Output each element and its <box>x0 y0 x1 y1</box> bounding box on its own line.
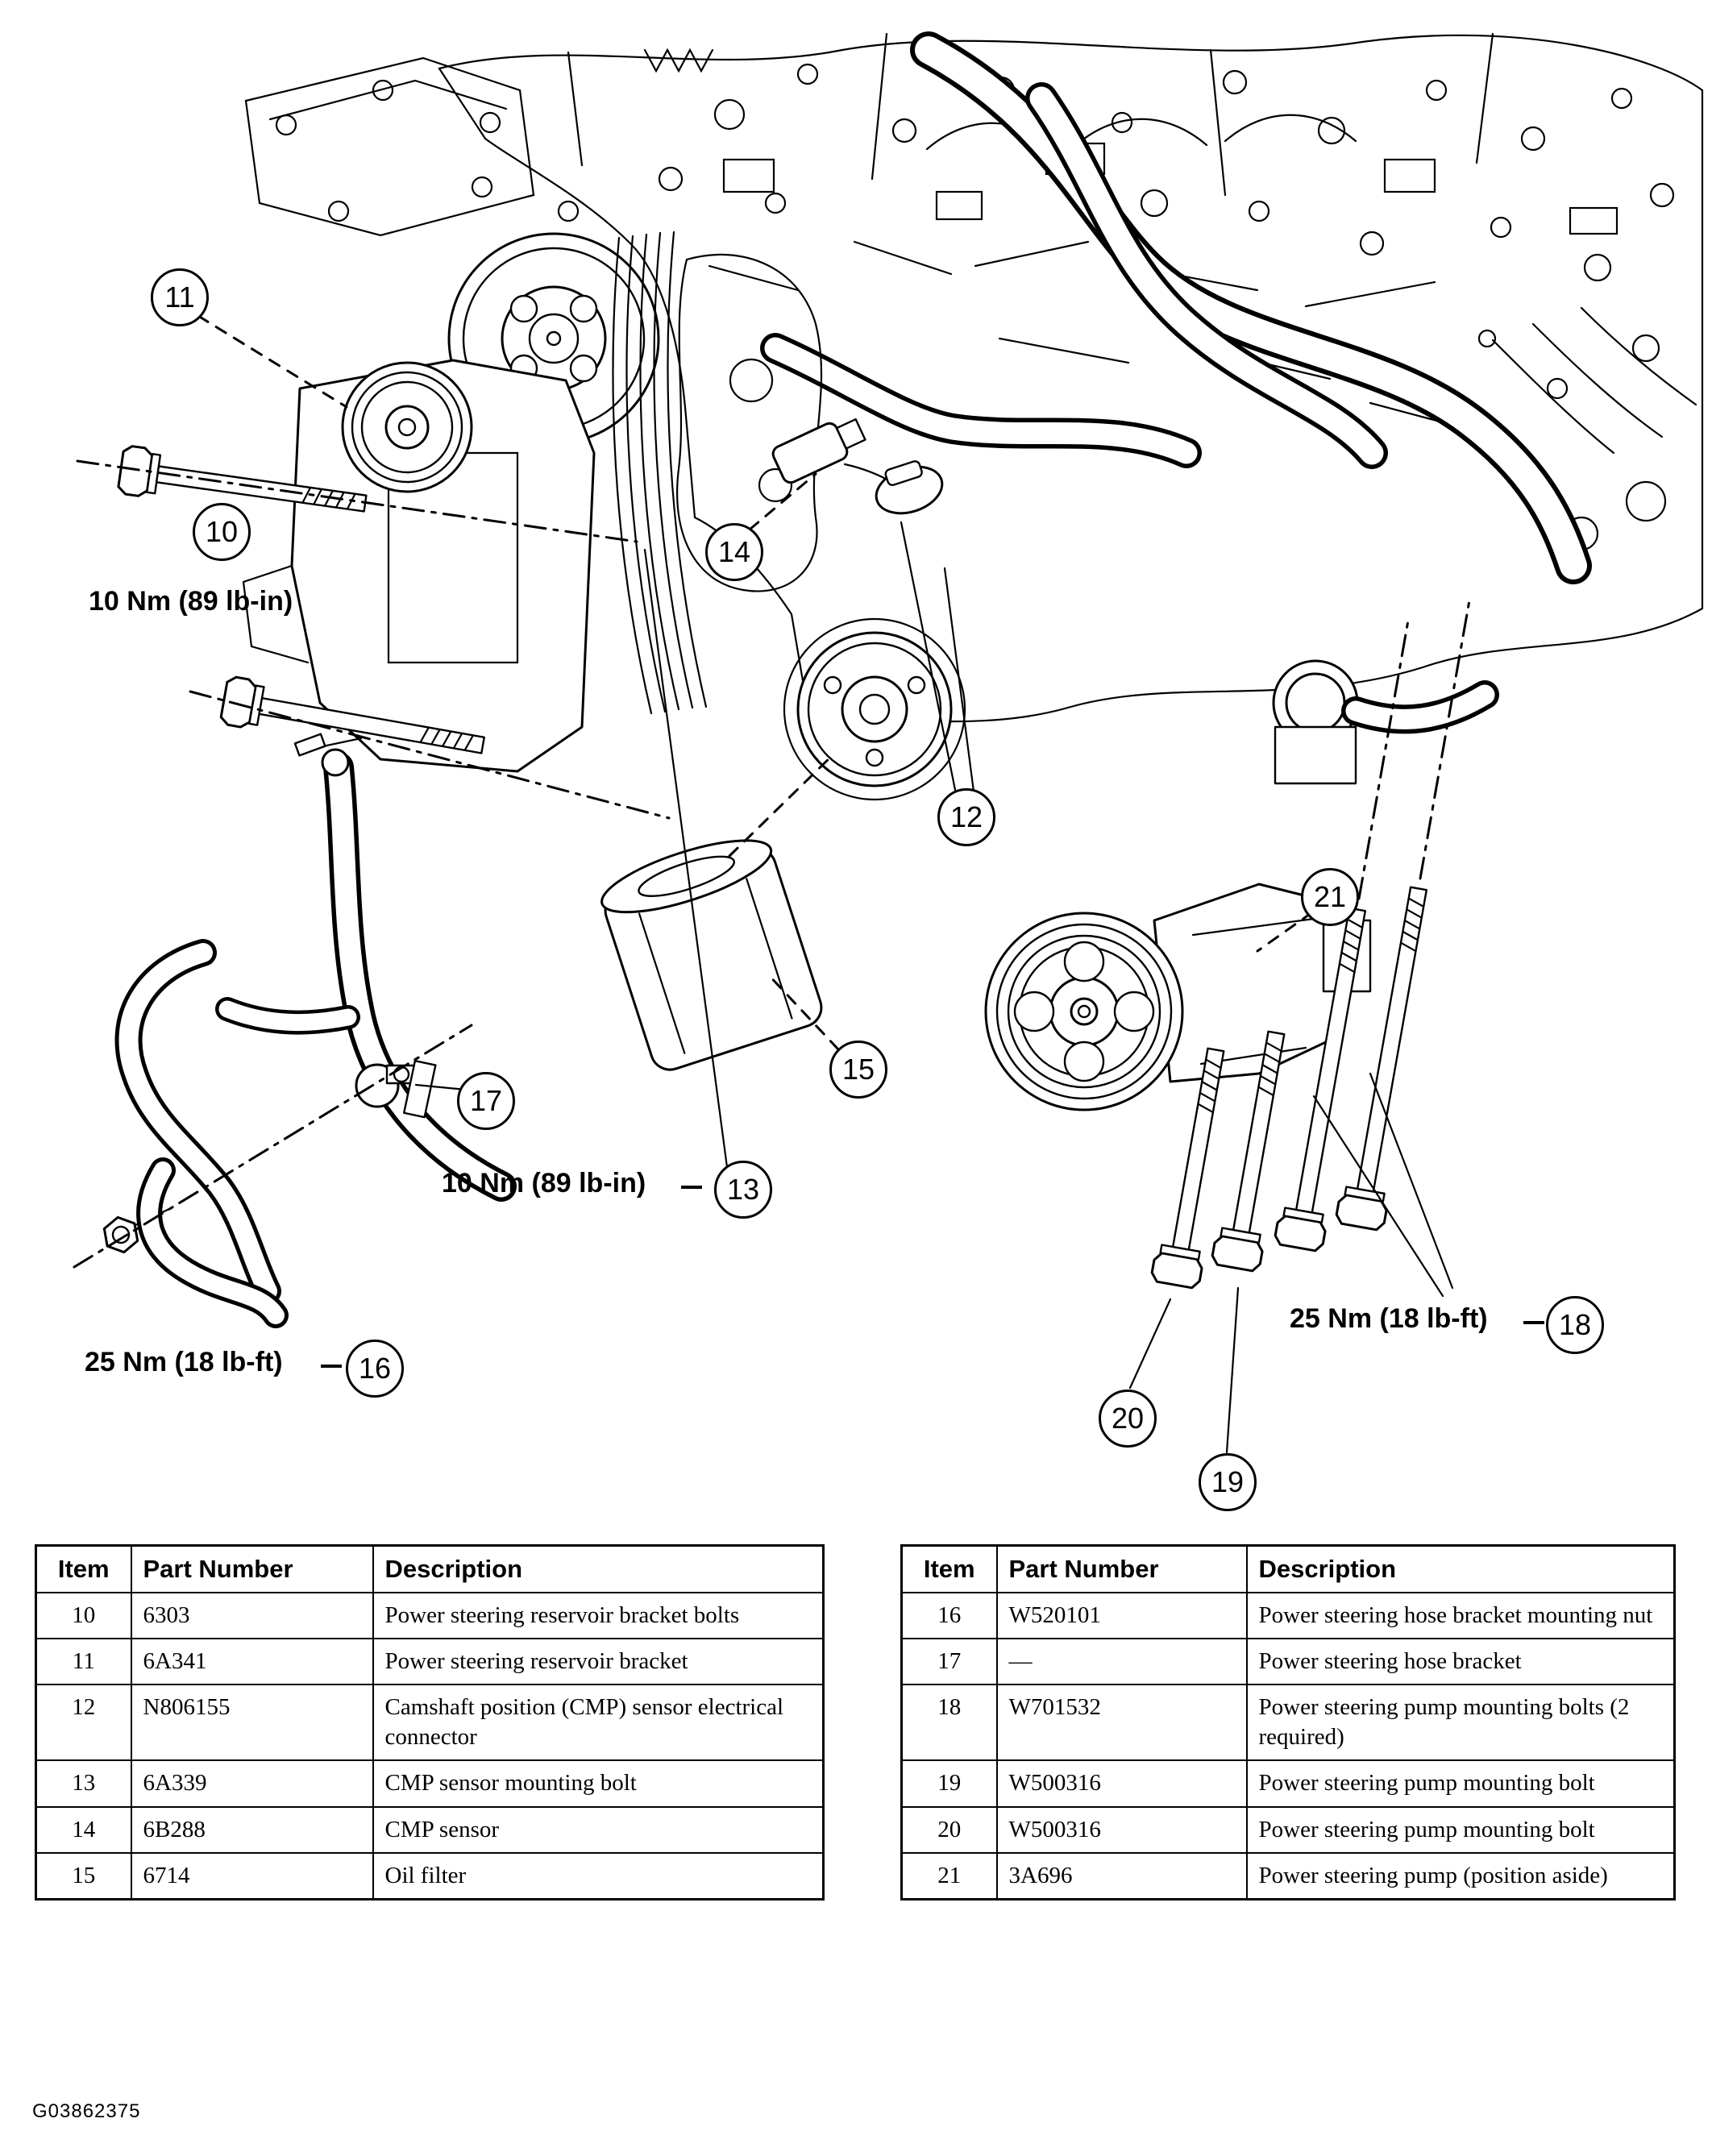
table-header-row <box>36 1546 824 1593</box>
table-row <box>902 1685 1675 1760</box>
callout-20: 20 <box>1099 1390 1157 1448</box>
table-row <box>902 1853 1675 1900</box>
label-dash-18 <box>1523 1321 1544 1324</box>
cell-description: Camshaft position (CMP) sensor electrical connector <box>373 1685 824 1760</box>
hose-bracket-nut <box>99 1215 143 1256</box>
callout-16: 16 <box>346 1340 404 1398</box>
torque-label-16: 25 Nm (18 lb-ft) <box>85 1347 283 1377</box>
cell-description: CMP sensor mounting bolt <box>373 1760 824 1806</box>
callout-14: 14 <box>705 523 763 581</box>
cell-description: CMP sensor <box>373 1807 824 1853</box>
heater-tube-assembly <box>129 734 501 1315</box>
cell-description: Power steering pump (position aside) <box>1247 1853 1675 1900</box>
callout-17: 17 <box>457 1072 515 1130</box>
label-dash-13 <box>681 1186 702 1189</box>
callout-19: 19 <box>1199 1453 1257 1511</box>
cell-description: Power steering hose bracket <box>1247 1639 1675 1685</box>
table-row <box>36 1639 824 1685</box>
torque-label-13: 10 Nm (89 lb-in) <box>442 1168 646 1198</box>
valve-cover <box>246 50 713 235</box>
cell-description: Power steering reservoir bracket <box>373 1639 824 1685</box>
callout-10: 10 <box>193 503 251 561</box>
callout-15: 15 <box>829 1041 887 1099</box>
cell-description: Power steering hose bracket mounting nut <box>1247 1593 1675 1639</box>
cell-item: 14 <box>36 1807 131 1853</box>
cell-item: 13 <box>36 1760 131 1806</box>
cell-part-number: N806155 <box>131 1685 373 1760</box>
cell-part-number: 6A341 <box>131 1639 373 1685</box>
table-row <box>36 1807 824 1853</box>
cell-part-number: 3A696 <box>997 1853 1247 1900</box>
cmp-electrical-connector <box>869 455 948 521</box>
exhaust-manifold <box>1493 308 1696 550</box>
torque-label-18: 25 Nm (18 lb-ft) <box>1290 1303 1488 1334</box>
cell-item: 20 <box>902 1807 997 1853</box>
parts-table-right <box>900 1544 1676 1901</box>
cell-item: 12 <box>36 1685 131 1760</box>
table-row <box>902 1807 1675 1853</box>
cell-item: 21 <box>902 1853 997 1900</box>
table-row <box>36 1853 824 1900</box>
callout-11: 11 <box>151 268 209 326</box>
column-header-description: Description <box>1247 1546 1675 1593</box>
table-row <box>902 1639 1675 1685</box>
cell-part-number: 6303 <box>131 1593 373 1639</box>
label-dash-16 <box>321 1365 342 1368</box>
cell-part-number: W520101 <box>997 1593 1247 1639</box>
cmp-sensor <box>771 412 869 485</box>
table-row <box>36 1685 824 1760</box>
column-header-item: Item <box>902 1546 997 1593</box>
table-header-row <box>902 1546 1675 1593</box>
cell-part-number: W500316 <box>997 1760 1247 1806</box>
callout-12: 12 <box>937 788 995 846</box>
torque-label-10: 10 Nm (89 lb-in) <box>89 586 293 617</box>
cell-part-number: — <box>997 1639 1247 1685</box>
crank-damper-pulley <box>784 619 965 800</box>
cell-item: 16 <box>902 1593 997 1639</box>
table-row <box>36 1760 824 1806</box>
cell-item: 19 <box>902 1760 997 1806</box>
bracket-pulley <box>343 363 472 492</box>
cell-item: 17 <box>902 1639 997 1685</box>
cell-part-number: 6A339 <box>131 1760 373 1806</box>
column-header-part-number: Part Number <box>131 1546 373 1593</box>
callout-21: 21 <box>1301 868 1359 926</box>
cell-item: 15 <box>36 1853 131 1900</box>
cell-description: Power steering pump mounting bolt <box>1247 1760 1675 1806</box>
power-steering-pump-pulley <box>986 913 1182 1110</box>
cell-description: Oil filter <box>373 1853 824 1900</box>
callout-13: 13 <box>714 1161 772 1219</box>
cell-part-number: 6B288 <box>131 1807 373 1853</box>
cell-description: Power steering pump mounting bolt <box>1247 1807 1675 1853</box>
column-header-item: Item <box>36 1546 131 1593</box>
cell-part-number: W500316 <box>997 1807 1247 1853</box>
column-header-description: Description <box>373 1546 824 1593</box>
callout-18: 18 <box>1546 1296 1604 1354</box>
cell-part-number: 6714 <box>131 1853 373 1900</box>
figure-id: G03862375 <box>32 2100 141 2122</box>
cell-description: Power steering pump mounting bolts (2 required) <box>1247 1685 1675 1760</box>
table-row <box>36 1593 824 1639</box>
cell-description: Power steering reservoir bracket bolts <box>373 1593 824 1639</box>
column-header-part-number: Part Number <box>997 1546 1247 1593</box>
table-row <box>902 1593 1675 1639</box>
cell-item: 11 <box>36 1639 131 1685</box>
parts-table-left <box>35 1544 825 1901</box>
cell-item: 18 <box>902 1685 997 1760</box>
cell-part-number: W701532 <box>997 1685 1247 1760</box>
table-row <box>902 1760 1675 1806</box>
cell-item: 10 <box>36 1593 131 1639</box>
